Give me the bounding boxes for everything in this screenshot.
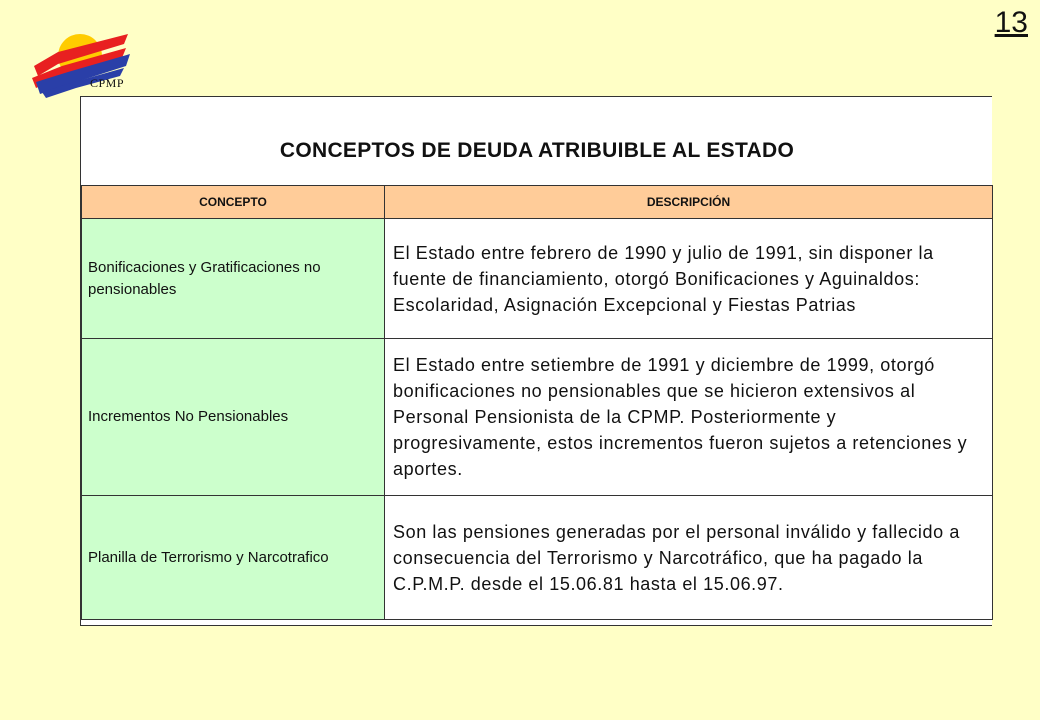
description-cell: El Estado entre setiembre de 1991 y diciembre de 1999, otorgó bonificaciones no pensionables que se hicieron extensivos al Personal Pensionista de la CPMP. Posteriormente y progresivamente, estos incrementos fueron sujetos a retenciones y aportes. (385, 339, 993, 496)
page-number: 13 (994, 6, 1028, 39)
description-cell: El Estado entre febrero de 1990 y julio de 1991, sin disponer la fuente de financiamiento, otorgó Bonificaciones y Aguinaldos: Escolaridad, Asignación Excepcional y Fiestas Patrias (385, 219, 993, 339)
table-row (82, 219, 993, 339)
header-description: DESCRIPCIÓN (385, 186, 993, 219)
concepts-table (81, 185, 993, 620)
debt-concepts-document (80, 96, 992, 626)
concept-cell: Bonificaciones y Gratificaciones no pensionables (82, 219, 385, 339)
description-cell: Son las pensiones generadas por el personal inválido y fallecido a consecuencia del Terrorismo y Narcotráfico, que ha pagado la C.P.M.P. desde el 15.06.81 hasta el 15.06.97. (385, 496, 993, 620)
table-row (82, 339, 993, 496)
concept-cell: Incrementos No Pensionables (82, 339, 385, 496)
page-title: CONCEPTOS DE DEUDA ATRIBUIBLE AL ESTADO (279, 139, 795, 162)
header-concept: CONCEPTO (82, 186, 385, 219)
logo-text: CPMP (90, 76, 125, 90)
table-row (82, 496, 993, 620)
table-header-row (82, 186, 993, 219)
concept-cell: Planilla de Terrorismo y Narcotrafico (82, 496, 385, 620)
